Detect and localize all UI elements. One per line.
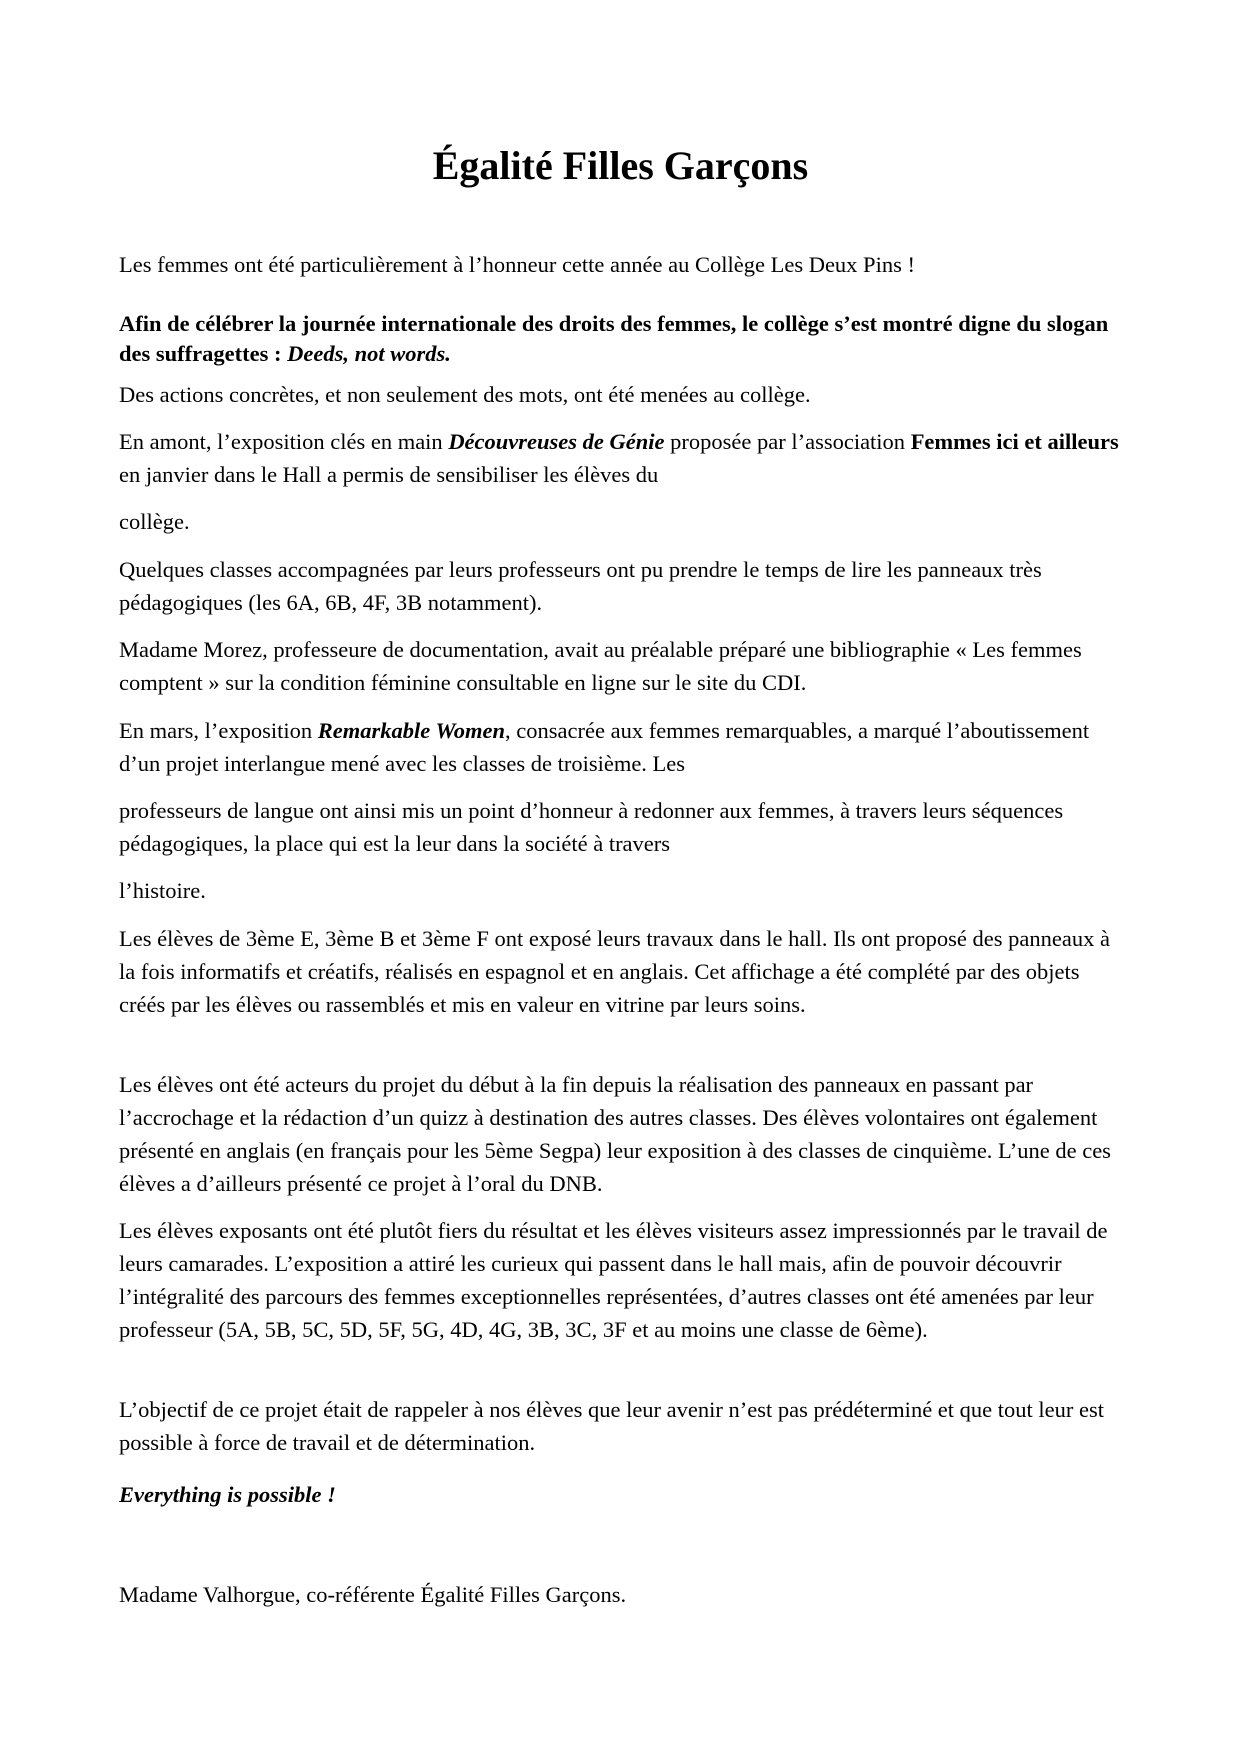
motto: Everything is possible ! (119, 1482, 336, 1507)
classes-paragraph: Quelques classes accompagnées par leurs professeurs ont pu prendre le temps de lire les panneaux très pédagogiques (les 6A, 6B, 4F, 3B notamment). (119, 557, 1042, 615)
exposants-paragraph: Les élèves exposants ont été plutôt fiers du résultat et les élèves visiteurs assez impressionnés par le travail de leurs camarades. L’exposition a attiré les curieux qui passent dans le hall mais, afin de pouvoir découvrir l’intégralité des parcours des femmes exceptionnelles représentées, d’autres classes ont été amenées par leur professeur (5A, 5B, 5C, 5D, 5F, 5G, 4D, 4G, 3B, 3C, 3F et au moins une classe de 6ème). (119, 1218, 1108, 1342)
lead-text: Afin de célébrer la journée internationale des droits des femmes, le collège s’est montré digne du slogan des suffragettes : (119, 311, 1109, 366)
eleves-3eme-paragraph: Les élèves de 3ème E, 3ème B et 3ème F ont exposé leurs travaux dans le hall. Ils ont proposé des panneaux à la fois informatifs et créatifs, réalisés en espagnol et en anglais. Cet affichage a été complété par des objets créés par les élèves ou rassemblés et mis en valeur en vitrine par leurs soins. (119, 926, 1110, 1017)
expo-title-remarkable-women: Remarkable Women (317, 718, 506, 743)
signature: Madame Valhorgue, co-référente Égalité Filles Garçons. (119, 1582, 627, 1607)
mars-text-2: , consacrée aux femmes remarquables, a marqué l’aboutissement d’un projet interlangue mené avec les classes de troisième. Les (119, 718, 1090, 776)
intro-paragraph: Les femmes ont été particulièrement à l’honneur cette année au Collège Les Deux Pins ! (119, 252, 915, 277)
histoire-paragraph: l’histoire. (119, 878, 206, 903)
amont-text-3: en janvier dans le Hall a permis de sensibiliser les élèves du (119, 462, 659, 487)
lead-paragraph (119, 309, 1129, 369)
actions-paragraph: Des actions concrètes, et non seulement des mots, ont été menées au collège. (119, 382, 811, 407)
college-paragraph: collège. (119, 509, 190, 534)
morez-paragraph: Madame Morez, professeure de documentation, avait au préalable préparé une bibliographie « Les femmes comptent » sur la condition féminine consultable en ligne sur le site du CDI. (119, 637, 1082, 695)
langue-paragraph: professeurs de langue ont ainsi mis un point d’honneur à redonner aux femmes, à travers leurs séquences pédagogiques, la place qui est la leur dans la société à travers (119, 798, 1064, 856)
slogan: Deeds, not words. (287, 341, 451, 366)
amont-text-2: proposée par l’association (664, 429, 911, 454)
mars-text-1: En mars, l’exposition (119, 718, 318, 743)
acteurs-paragraph: Les élèves ont été acteurs du projet du début à la fin depuis la réalisation des panneaux en passant par l’accrochage et la rédaction d’un quizz à destination des autres classes. Des élèves volontaires ont également présenté en anglais (en français pour les 5ème Segpa) leur exposition à des classes de cinquième. L’une de ces élèves a d’ailleurs présenté ce projet à l’oral du DNB. (119, 1072, 1111, 1196)
mars-paragraph (119, 714, 1129, 780)
amont-paragraph (119, 425, 1129, 491)
amont-text-1: En amont, l’exposition clés en main (119, 429, 449, 454)
objectif-paragraph: L’objectif de ce projet était de rappeler à nos élèves que leur avenir n’est pas prédéterminé et que tout leur est possible à force de travail et de détermination. (119, 1397, 1105, 1455)
page-title: Égalité Filles Garçons (432, 143, 809, 188)
expo-title-decouvreuses: Découvreuses de Génie (448, 429, 665, 454)
association-name: Femmes ici et ailleurs (910, 429, 1119, 454)
